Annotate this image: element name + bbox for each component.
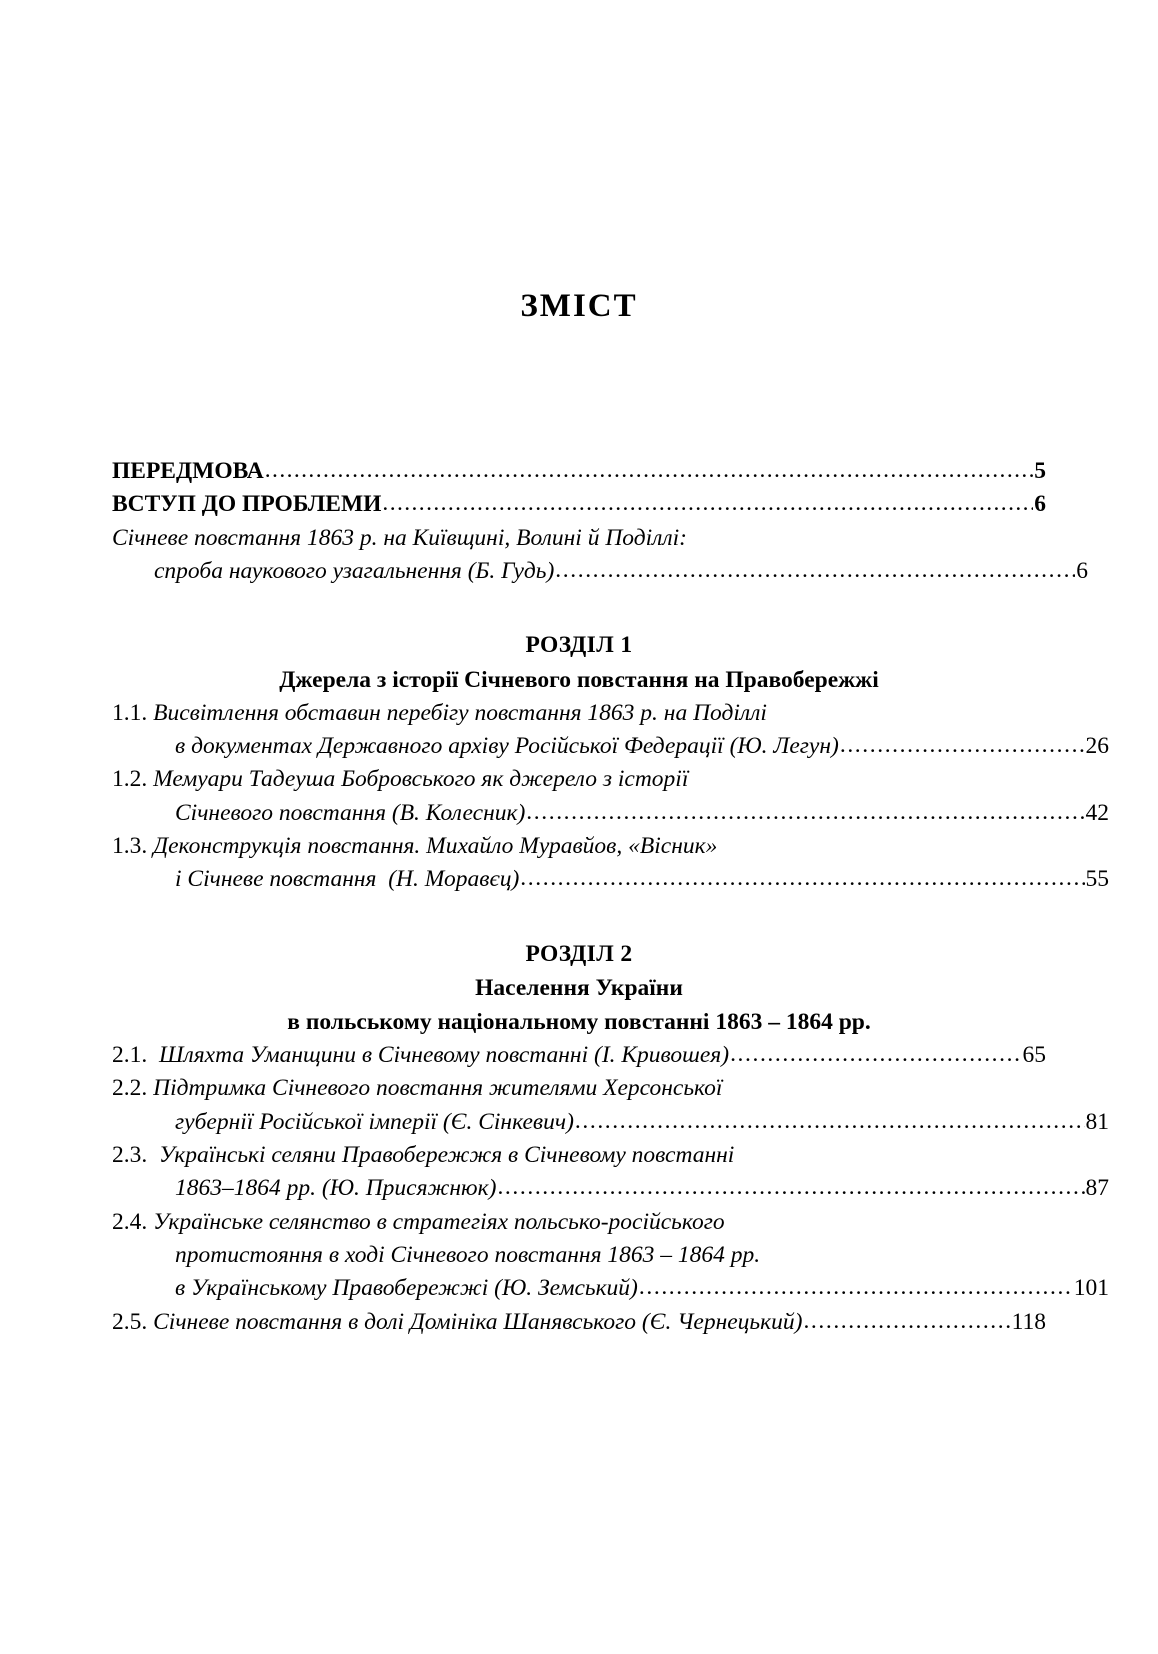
chapter-title-line: Джерела з історії Січневого повстання на Правобережжі xyxy=(279,666,879,693)
toc-entry-page: 118 xyxy=(1011,1308,1046,1335)
toc-entry-2-5[interactable] xyxy=(112,1306,1046,1339)
toc-entry-1-1-line1[interactable] xyxy=(112,697,1046,730)
toc-entry-2-1[interactable] xyxy=(112,1039,1046,1072)
dot-leader xyxy=(803,1310,1010,1334)
toc-entry-number: 2.4. xyxy=(112,1208,148,1235)
toc-entry-title-line: губернії Російської імперії (Є. Сінкевич) xyxy=(175,1108,574,1135)
toc-entry-number: 2.2. xyxy=(112,1075,148,1102)
toc-entry-page: 42 xyxy=(1085,799,1109,826)
toc-entry-preface[interactable] xyxy=(112,455,1046,488)
dot-leader xyxy=(520,867,1084,891)
dot-leader xyxy=(265,459,1033,483)
toc-entry-title-line: Шляхта Уманщини в Січневому повстанні (І. Кривошея) xyxy=(159,1041,730,1068)
toc-entry-title-line: Деконструкція повстання. Михайло Муравйов, «Вісник» xyxy=(153,833,718,859)
toc-entry-2-3-line1[interactable] xyxy=(112,1139,1046,1172)
toc-entry-number: 1.2. xyxy=(112,766,148,793)
chapter-title-line: Населення України xyxy=(475,974,683,1001)
dot-leader xyxy=(555,559,1075,583)
toc-entry-2-2-line2[interactable] xyxy=(112,1106,1109,1139)
toc-entry-title-line: Українські селяни Правобережжя в Січневому повстанні xyxy=(153,1141,735,1168)
toc-entry-2-2-line1[interactable] xyxy=(112,1072,1046,1105)
toc-entry-2-4-line1[interactable] xyxy=(112,1206,1046,1239)
toc-entry-page: 87 xyxy=(1085,1175,1109,1202)
front-matter-list xyxy=(112,455,1088,588)
toc-entry-2-4-line3[interactable] xyxy=(112,1272,1109,1305)
toc-entry-label: ВСТУП ДО ПРОБЛЕМИ xyxy=(112,491,382,518)
toc-entry-title-line: Січневого повстання (В. Колесник) xyxy=(175,799,526,826)
toc-entry-title-line: в документах Державного архіву Російської Федерації (Ю. Легун) xyxy=(175,732,839,759)
toc-entry-title-line: протистояння в ході Січневого повстання 1863 – 1864 рр. xyxy=(175,1242,761,1269)
toc-entry-page: 6 xyxy=(1076,558,1088,585)
toc-entry-1-2-line2[interactable] xyxy=(112,797,1109,830)
toc-entry-page: 81 xyxy=(1085,1108,1109,1135)
toc-entry-title-line: Січневе повстання 1863 р. на Київщині, Волині й Поділлі: xyxy=(112,524,688,551)
chapter-1-heading xyxy=(112,628,1046,696)
toc-entry-title-line: Висвітлення обставин перебігу повстання 1863 р. на Поділлі xyxy=(153,699,767,726)
toc-entry-1-3-line1[interactable] xyxy=(112,830,1046,863)
toc-entry-number: 2.1. xyxy=(112,1041,148,1068)
toc-entry-1-1-line2[interactable] xyxy=(112,730,1109,763)
toc-entry-2-4-line2[interactable] xyxy=(112,1239,1109,1272)
dot-leader xyxy=(526,801,1084,825)
chapter-label: РОЗДІЛ 2 xyxy=(525,940,633,967)
toc-entry-page: 5 xyxy=(1034,458,1046,484)
dot-leader xyxy=(575,1110,1085,1134)
toc-entry-title-line: Підтримка Січневого повстання жителями Херсонської xyxy=(153,1075,723,1102)
toc-entry-number: 2.5. xyxy=(112,1308,148,1335)
toc-entry-label: ПЕРЕДМОВА xyxy=(112,458,264,484)
toc-entry-1-2-line1[interactable] xyxy=(112,763,1046,796)
toc-entry-number: 1.1. xyxy=(112,699,148,726)
chapter-title-line: в польському національному повстанні 1863 – 1864 рр. xyxy=(287,1008,871,1035)
dot-leader xyxy=(497,1176,1084,1200)
toc-entry-intro-article-line2[interactable] xyxy=(112,555,1088,588)
dot-leader xyxy=(639,1276,1073,1300)
toc-entry-number: 1.3. xyxy=(112,833,148,859)
chapter-1-entries xyxy=(112,697,1109,897)
toc-entry-title-line: 1863–1864 рр. (Ю. Присяжнюк) xyxy=(175,1175,497,1202)
toc-entry-title-line: Українське селянство в стратегіях польсько-російського xyxy=(153,1208,725,1235)
chapter-2-entries xyxy=(112,1039,1109,1339)
toc-entry-intro-article-line1[interactable] xyxy=(112,522,1046,555)
toc-entry-number: 2.3. xyxy=(112,1141,148,1168)
chapter-2-heading xyxy=(112,937,1046,1039)
toc-entry-page: 55 xyxy=(1085,866,1109,893)
toc-entry-page: 26 xyxy=(1085,732,1109,759)
toc-entry-page: 65 xyxy=(1022,1041,1046,1068)
toc-entry-1-3-line2[interactable] xyxy=(112,863,1109,896)
toc-entry-page: 6 xyxy=(1034,491,1046,518)
page-title: ЗМІСТ xyxy=(520,288,638,324)
toc-entry-title-line: і Січневе повстання (Н. Моравєц) xyxy=(175,866,520,893)
toc-entry-page: 101 xyxy=(1073,1275,1109,1302)
toc-entry-title-line: в Українському Правобережжі (Ю. Земський) xyxy=(175,1275,638,1302)
toc-entry-2-3-line2[interactable] xyxy=(112,1172,1109,1205)
dot-leader xyxy=(840,734,1085,758)
toc-entry-introduction[interactable] xyxy=(112,488,1046,521)
dot-leader xyxy=(730,1043,1021,1067)
chapter-label: РОЗДІЛ 1 xyxy=(525,632,633,659)
toc-entry-title-line: Січневе повстання в долі Домініка Шанявського (Є. Чернецький) xyxy=(153,1308,803,1335)
toc-entry-title-line: Мемуари Тадеуша Бобровського як джерело з історії xyxy=(153,766,689,793)
toc-entry-title-line: спроба наукового узагальнення (Б. Гудь) xyxy=(154,558,555,585)
dot-leader xyxy=(382,492,1033,516)
